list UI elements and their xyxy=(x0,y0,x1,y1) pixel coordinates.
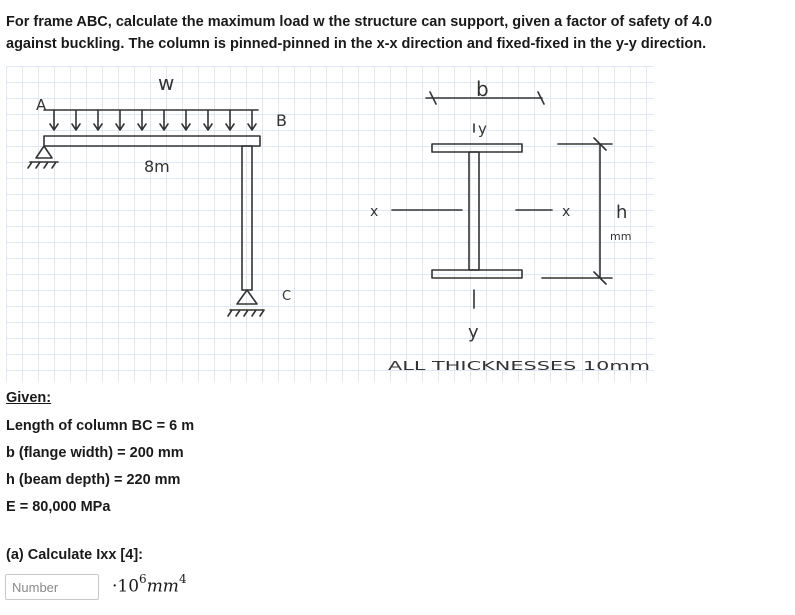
unit-variable-exponent: 4 xyxy=(178,572,187,586)
question-text xyxy=(6,11,791,55)
point-a-label: A xyxy=(36,96,47,114)
width-label: b xyxy=(476,77,489,101)
part-a-label: (a) Calculate Ixx [4]: xyxy=(6,547,143,563)
frame-and-section-sketch xyxy=(6,66,654,382)
y-axis-top-label: y xyxy=(478,120,487,138)
unit-base: 10 xyxy=(117,576,140,597)
given-modulus: E = 80,000 MPa xyxy=(6,499,111,515)
x-axis-right-label: x xyxy=(562,204,571,220)
x-axis-left-label: x xyxy=(370,204,379,220)
given-heading: Given: xyxy=(6,390,52,406)
span-label: 8m xyxy=(144,157,170,176)
given-column-length: Length of column BC = 6 m xyxy=(6,418,195,434)
sketch-drawing xyxy=(6,66,654,382)
y-axis-bottom-label: y xyxy=(468,322,479,343)
top-flange xyxy=(432,144,522,152)
given-flange-width: b (flange width) = 200 mm xyxy=(6,445,184,461)
bottom-flange xyxy=(432,270,522,278)
unit-variable: mm xyxy=(146,576,179,597)
support-c xyxy=(237,290,257,304)
beam-ab xyxy=(44,136,260,146)
support-a xyxy=(36,146,52,158)
load-label: w xyxy=(158,71,175,95)
point-b-label: B xyxy=(276,111,287,130)
given-beam-depth: h (beam depth) = 220 mm xyxy=(6,472,181,488)
point-c-label: C xyxy=(282,289,292,304)
ixx-answer-input[interactable] xyxy=(5,574,99,600)
ixx-unit xyxy=(112,574,187,597)
unit-dot: · xyxy=(112,576,118,597)
ground-a xyxy=(28,162,58,168)
depth-label: h xyxy=(616,202,628,223)
ground-c xyxy=(228,310,264,316)
question-line-1: For frame ABC, calculate the maximum load w the structure can support, given a factor of safety of 4.0 xyxy=(6,14,713,30)
thickness-note: ALL THICKNESSES 10mm xyxy=(388,359,650,373)
unit-exponent: 6 xyxy=(139,572,147,586)
depth-dimension xyxy=(542,138,612,284)
depth-unit: mm xyxy=(610,230,632,243)
column-bc xyxy=(242,146,252,290)
load-arrows xyxy=(50,110,256,130)
question-line-2: against buckling. The column is pinned-pinned in the x-x direction and fixed-fixed in the y-y direction. xyxy=(6,36,707,52)
web xyxy=(469,152,479,270)
